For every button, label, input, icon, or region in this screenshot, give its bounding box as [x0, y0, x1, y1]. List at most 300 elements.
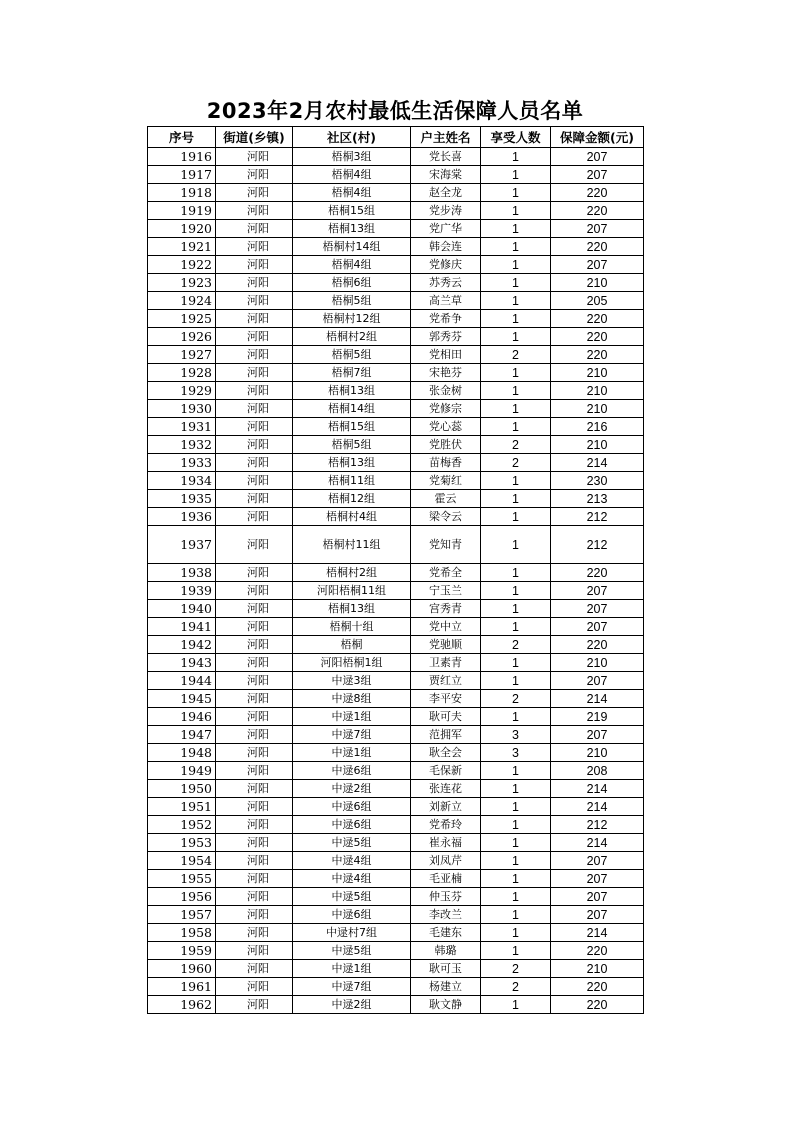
- cell-amount: 207: [551, 148, 644, 166]
- cell-street: 河阳: [216, 148, 293, 166]
- cell-householder: 党胜伏: [411, 436, 481, 454]
- cell-amount: 212: [551, 526, 644, 564]
- cell-street: 河阳: [216, 654, 293, 672]
- table-row: [148, 618, 644, 636]
- table-row: [148, 888, 644, 906]
- cell-street: 河阳: [216, 798, 293, 816]
- cell-amount: 207: [551, 220, 644, 238]
- cell-amount: 220: [551, 310, 644, 328]
- cell-community: 中逯5组: [293, 942, 411, 960]
- cell-householder: 党步涛: [411, 202, 481, 220]
- cell-street: 河阳: [216, 888, 293, 906]
- cell-seq: 1919: [148, 202, 216, 220]
- cell-amount: 210: [551, 960, 644, 978]
- cell-householder: 杨建立: [411, 978, 481, 996]
- cell-seq: 1920: [148, 220, 216, 238]
- cell-community: 中逯1组: [293, 708, 411, 726]
- cell-community: 梧桐十组: [293, 618, 411, 636]
- cell-amount: 210: [551, 382, 644, 400]
- cell-street: 河阳: [216, 490, 293, 508]
- table-row: [148, 636, 644, 654]
- table-body: [148, 148, 644, 1014]
- cell-seq: 1951: [148, 798, 216, 816]
- cell-community: 梧桐5组: [293, 292, 411, 310]
- table-row: [148, 906, 644, 924]
- cell-seq: 1950: [148, 780, 216, 798]
- cell-householder: 党广华: [411, 220, 481, 238]
- cell-seq: 1946: [148, 708, 216, 726]
- cell-seq: 1944: [148, 672, 216, 690]
- cell-seq: 1925: [148, 310, 216, 328]
- cell-people-count: 1: [481, 852, 551, 870]
- cell-people-count: 1: [481, 148, 551, 166]
- cell-people-count: 1: [481, 834, 551, 852]
- cell-householder: 李改兰: [411, 906, 481, 924]
- cell-street: 河阳: [216, 942, 293, 960]
- cell-seq: 1934: [148, 472, 216, 490]
- table-row: [148, 328, 644, 346]
- cell-community: 中逯8组: [293, 690, 411, 708]
- cell-community: 中逯6组: [293, 762, 411, 780]
- cell-householder: 韩会连: [411, 238, 481, 256]
- cell-amount: 210: [551, 400, 644, 418]
- cell-householder: 党希争: [411, 310, 481, 328]
- table-row: [148, 564, 644, 582]
- cell-street: 河阳: [216, 346, 293, 364]
- cell-seq: 1945: [148, 690, 216, 708]
- cell-seq: 1962: [148, 996, 216, 1014]
- cell-amount: 220: [551, 942, 644, 960]
- cell-seq: 1941: [148, 618, 216, 636]
- cell-amount: 230: [551, 472, 644, 490]
- cell-seq: 1928: [148, 364, 216, 382]
- cell-amount: 219: [551, 708, 644, 726]
- cell-householder: 霍云: [411, 490, 481, 508]
- cell-householder: 党修宗: [411, 400, 481, 418]
- cell-street: 河阳: [216, 184, 293, 202]
- table-row: [148, 816, 644, 834]
- cell-householder: 耿可玉: [411, 960, 481, 978]
- recipient-table: [147, 126, 644, 1014]
- table-row: [148, 978, 644, 996]
- cell-community: 梧桐村2组: [293, 564, 411, 582]
- cell-community: 中逯5组: [293, 834, 411, 852]
- cell-community: 中逯1组: [293, 744, 411, 762]
- cell-seq: 1916: [148, 148, 216, 166]
- cell-street: 河阳: [216, 364, 293, 382]
- cell-amount: 207: [551, 906, 644, 924]
- cell-householder: 宋海棠: [411, 166, 481, 184]
- cell-householder: 党驰顺: [411, 636, 481, 654]
- cell-street: 河阳: [216, 220, 293, 238]
- cell-amount: 212: [551, 508, 644, 526]
- cell-amount: 220: [551, 202, 644, 220]
- table-row: [148, 364, 644, 382]
- table-row: [148, 762, 644, 780]
- cell-street: 河阳: [216, 690, 293, 708]
- cell-street: 河阳: [216, 870, 293, 888]
- cell-seq: 1955: [148, 870, 216, 888]
- cell-seq: 1958: [148, 924, 216, 942]
- cell-seq: 1923: [148, 274, 216, 292]
- cell-seq: 1953: [148, 834, 216, 852]
- cell-people-count: 1: [481, 184, 551, 202]
- cell-community: 中逯7组: [293, 978, 411, 996]
- cell-seq: 1936: [148, 508, 216, 526]
- table-row: [148, 508, 644, 526]
- cell-amount: 207: [551, 888, 644, 906]
- cell-community: 梧桐4组: [293, 184, 411, 202]
- cell-householder: 刘新立: [411, 798, 481, 816]
- cell-amount: 210: [551, 364, 644, 382]
- cell-householder: 耿全会: [411, 744, 481, 762]
- table-row: [148, 870, 644, 888]
- table-row: [148, 346, 644, 364]
- cell-seq: 1917: [148, 166, 216, 184]
- cell-street: 河阳: [216, 310, 293, 328]
- cell-street: 河阳: [216, 978, 293, 996]
- cell-street: 河阳: [216, 924, 293, 942]
- cell-street: 河阳: [216, 906, 293, 924]
- header-street: 街道(乡镇): [216, 127, 293, 148]
- cell-community: 中逯6组: [293, 906, 411, 924]
- cell-community: 梧桐14组: [293, 400, 411, 418]
- cell-street: 河阳: [216, 454, 293, 472]
- cell-community: 梧桐5组: [293, 346, 411, 364]
- cell-seq: 1961: [148, 978, 216, 996]
- cell-people-count: 1: [481, 870, 551, 888]
- cell-street: 河阳: [216, 400, 293, 418]
- cell-people-count: 1: [481, 798, 551, 816]
- cell-people-count: 1: [481, 310, 551, 328]
- cell-community: 梧桐村14组: [293, 238, 411, 256]
- cell-community: 梧桐13组: [293, 382, 411, 400]
- cell-amount: 220: [551, 636, 644, 654]
- cell-amount: 210: [551, 436, 644, 454]
- cell-amount: 220: [551, 978, 644, 996]
- table-row: [148, 148, 644, 166]
- cell-amount: 207: [551, 600, 644, 618]
- cell-street: 河阳: [216, 636, 293, 654]
- cell-seq: 1933: [148, 454, 216, 472]
- cell-seq: 1927: [148, 346, 216, 364]
- cell-people-count: 1: [481, 418, 551, 436]
- table-header-row: [148, 127, 644, 148]
- cell-householder: 张金树: [411, 382, 481, 400]
- cell-householder: 宫秀青: [411, 600, 481, 618]
- cell-seq: 1924: [148, 292, 216, 310]
- document-title: 2023年2月农村最低生活保障人员名单: [206, 99, 584, 123]
- table-row: [148, 960, 644, 978]
- cell-street: 河阳: [216, 238, 293, 256]
- table-row: [148, 238, 644, 256]
- cell-people-count: 1: [481, 292, 551, 310]
- cell-street: 河阳: [216, 582, 293, 600]
- cell-amount: 213: [551, 490, 644, 508]
- table-row: [148, 600, 644, 618]
- cell-amount: 207: [551, 870, 644, 888]
- cell-street: 河阳: [216, 472, 293, 490]
- cell-householder: 党希全: [411, 564, 481, 582]
- table-row: [148, 924, 644, 942]
- cell-people-count: 1: [481, 382, 551, 400]
- cell-householder: 苏秀云: [411, 274, 481, 292]
- cell-seq: 1940: [148, 600, 216, 618]
- cell-people-count: 1: [481, 526, 551, 564]
- cell-community: 梧桐15组: [293, 418, 411, 436]
- cell-seq: 1932: [148, 436, 216, 454]
- cell-street: 河阳: [216, 436, 293, 454]
- cell-community: 梧桐5组: [293, 436, 411, 454]
- cell-people-count: 1: [481, 256, 551, 274]
- table-row: [148, 184, 644, 202]
- cell-street: 河阳: [216, 202, 293, 220]
- cell-people-count: 1: [481, 582, 551, 600]
- table-row: [148, 672, 644, 690]
- cell-householder: 贾红立: [411, 672, 481, 690]
- table-row: [148, 256, 644, 274]
- cell-community: 梧桐4组: [293, 256, 411, 274]
- table-row: [148, 436, 644, 454]
- table-row: [148, 690, 644, 708]
- cell-community: 梧桐村4组: [293, 508, 411, 526]
- cell-householder: 耿文静: [411, 996, 481, 1014]
- cell-people-count: 1: [481, 166, 551, 184]
- cell-seq: 1947: [148, 726, 216, 744]
- cell-people-count: 1: [481, 508, 551, 526]
- cell-people-count: 2: [481, 346, 551, 364]
- cell-amount: 207: [551, 582, 644, 600]
- cell-people-count: 2: [481, 636, 551, 654]
- cell-seq: 1957: [148, 906, 216, 924]
- cell-seq: 1949: [148, 762, 216, 780]
- cell-seq: 1948: [148, 744, 216, 762]
- cell-street: 河阳: [216, 726, 293, 744]
- cell-seq: 1942: [148, 636, 216, 654]
- cell-seq: 1922: [148, 256, 216, 274]
- cell-community: 梧桐3组: [293, 148, 411, 166]
- cell-people-count: 1: [481, 618, 551, 636]
- table-row: [148, 382, 644, 400]
- cell-community: 梧桐村2组: [293, 328, 411, 346]
- cell-people-count: 1: [481, 708, 551, 726]
- cell-community: 中逯2组: [293, 996, 411, 1014]
- cell-community: 中逯5组: [293, 888, 411, 906]
- cell-people-count: 1: [481, 888, 551, 906]
- cell-people-count: 1: [481, 654, 551, 672]
- cell-street: 河阳: [216, 292, 293, 310]
- cell-street: 河阳: [216, 816, 293, 834]
- cell-people-count: 1: [481, 490, 551, 508]
- cell-amount: 205: [551, 292, 644, 310]
- cell-amount: 210: [551, 274, 644, 292]
- table-row: [148, 292, 644, 310]
- cell-seq: 1926: [148, 328, 216, 346]
- cell-householder: 郭秀芬: [411, 328, 481, 346]
- cell-people-count: 2: [481, 436, 551, 454]
- cell-community: 中逯村7组: [293, 924, 411, 942]
- cell-community: 梧桐12组: [293, 490, 411, 508]
- cell-amount: 208: [551, 762, 644, 780]
- cell-amount: 212: [551, 816, 644, 834]
- cell-people-count: 1: [481, 238, 551, 256]
- table-row: [148, 202, 644, 220]
- cell-householder: 党修庆: [411, 256, 481, 274]
- cell-seq: 1956: [148, 888, 216, 906]
- cell-householder: 韩璐: [411, 942, 481, 960]
- cell-amount: 214: [551, 834, 644, 852]
- cell-community: 梧桐村12组: [293, 310, 411, 328]
- cell-seq: 1929: [148, 382, 216, 400]
- cell-seq: 1954: [148, 852, 216, 870]
- cell-householder: 党相田: [411, 346, 481, 364]
- cell-people-count: 1: [481, 472, 551, 490]
- table-row: [148, 310, 644, 328]
- cell-amount: 210: [551, 744, 644, 762]
- cell-people-count: 1: [481, 924, 551, 942]
- cell-community: 中逯3组: [293, 672, 411, 690]
- cell-householder: 范拥军: [411, 726, 481, 744]
- cell-people-count: 1: [481, 762, 551, 780]
- cell-people-count: 2: [481, 978, 551, 996]
- cell-people-count: 1: [481, 816, 551, 834]
- cell-community: 梧桐: [293, 636, 411, 654]
- cell-seq: 1939: [148, 582, 216, 600]
- cell-householder: 耿可夫: [411, 708, 481, 726]
- header-amount: 保障金额(元): [551, 127, 644, 148]
- cell-seq: 1937: [148, 526, 216, 564]
- cell-people-count: 2: [481, 690, 551, 708]
- cell-amount: 220: [551, 564, 644, 582]
- table-row: [148, 996, 644, 1014]
- cell-community: 梧桐4组: [293, 166, 411, 184]
- cell-seq: 1938: [148, 564, 216, 582]
- cell-community: 中逯2组: [293, 780, 411, 798]
- header-community: 社区(村): [293, 127, 411, 148]
- cell-householder: 李平安: [411, 690, 481, 708]
- cell-people-count: 1: [481, 202, 551, 220]
- table-row: [148, 942, 644, 960]
- table-row: [148, 582, 644, 600]
- cell-seq: 1943: [148, 654, 216, 672]
- cell-householder: 党心蕊: [411, 418, 481, 436]
- cell-householder: 赵全龙: [411, 184, 481, 202]
- cell-seq: 1918: [148, 184, 216, 202]
- table-row: [148, 220, 644, 238]
- cell-street: 河阳: [216, 600, 293, 618]
- table-row: [148, 708, 644, 726]
- cell-people-count: 1: [481, 220, 551, 238]
- cell-amount: 207: [551, 166, 644, 184]
- table-row: [148, 780, 644, 798]
- cell-people-count: 1: [481, 400, 551, 418]
- cell-community: 河阳梧桐11组: [293, 582, 411, 600]
- cell-community: 梧桐6组: [293, 274, 411, 292]
- table-row: [148, 852, 644, 870]
- cell-community: 中逯7组: [293, 726, 411, 744]
- table-row: [148, 472, 644, 490]
- cell-amount: 216: [551, 418, 644, 436]
- cell-street: 河阳: [216, 328, 293, 346]
- cell-householder: 卫素青: [411, 654, 481, 672]
- header-people-count: 享受人数: [481, 127, 551, 148]
- cell-householder: 党知青: [411, 526, 481, 564]
- cell-street: 河阳: [216, 852, 293, 870]
- cell-street: 河阳: [216, 708, 293, 726]
- cell-householder: 党长喜: [411, 148, 481, 166]
- table-row: [148, 454, 644, 472]
- cell-people-count: 1: [481, 906, 551, 924]
- cell-amount: 207: [551, 726, 644, 744]
- cell-householder: 党菊红: [411, 472, 481, 490]
- cell-street: 河阳: [216, 762, 293, 780]
- cell-street: 河阳: [216, 508, 293, 526]
- cell-street: 河阳: [216, 256, 293, 274]
- cell-people-count: 3: [481, 726, 551, 744]
- cell-amount: 210: [551, 654, 644, 672]
- table-row: [148, 526, 644, 564]
- cell-community: 中逯6组: [293, 816, 411, 834]
- cell-amount: 220: [551, 238, 644, 256]
- cell-amount: 214: [551, 798, 644, 816]
- table-row: [148, 400, 644, 418]
- cell-seq: 1930: [148, 400, 216, 418]
- cell-street: 河阳: [216, 834, 293, 852]
- cell-people-count: 1: [481, 328, 551, 346]
- cell-seq: 1931: [148, 418, 216, 436]
- cell-amount: 207: [551, 618, 644, 636]
- cell-people-count: 1: [481, 364, 551, 382]
- cell-people-count: 3: [481, 744, 551, 762]
- cell-street: 河阳: [216, 274, 293, 292]
- cell-householder: 苗梅香: [411, 454, 481, 472]
- cell-people-count: 1: [481, 274, 551, 292]
- table-row: [148, 274, 644, 292]
- cell-householder: 毛建东: [411, 924, 481, 942]
- cell-householder: 刘凤芹: [411, 852, 481, 870]
- cell-street: 河阳: [216, 780, 293, 798]
- cell-seq: 1921: [148, 238, 216, 256]
- cell-householder: 高兰草: [411, 292, 481, 310]
- cell-people-count: 1: [481, 564, 551, 582]
- cell-community: 梧桐15组: [293, 202, 411, 220]
- cell-amount: 214: [551, 924, 644, 942]
- cell-people-count: 1: [481, 600, 551, 618]
- cell-community: 梧桐13组: [293, 600, 411, 618]
- cell-seq: 1952: [148, 816, 216, 834]
- cell-amount: 220: [551, 346, 644, 364]
- cell-street: 河阳: [216, 996, 293, 1014]
- cell-householder: 宋艳芬: [411, 364, 481, 382]
- table-row: [148, 166, 644, 184]
- cell-amount: 220: [551, 184, 644, 202]
- cell-community: 中逯6组: [293, 798, 411, 816]
- cell-householder: 仲玉芬: [411, 888, 481, 906]
- cell-amount: 207: [551, 672, 644, 690]
- cell-householder: 党中立: [411, 618, 481, 636]
- cell-householder: 毛亚楠: [411, 870, 481, 888]
- cell-street: 河阳: [216, 618, 293, 636]
- cell-community: 梧桐13组: [293, 220, 411, 238]
- cell-householder: 宁玉兰: [411, 582, 481, 600]
- cell-householder: 党希玲: [411, 816, 481, 834]
- cell-community: 梧桐村11组: [293, 526, 411, 564]
- cell-householder: 崔永福: [411, 834, 481, 852]
- cell-people-count: 1: [481, 780, 551, 798]
- cell-people-count: 1: [481, 942, 551, 960]
- cell-street: 河阳: [216, 564, 293, 582]
- cell-street: 河阳: [216, 166, 293, 184]
